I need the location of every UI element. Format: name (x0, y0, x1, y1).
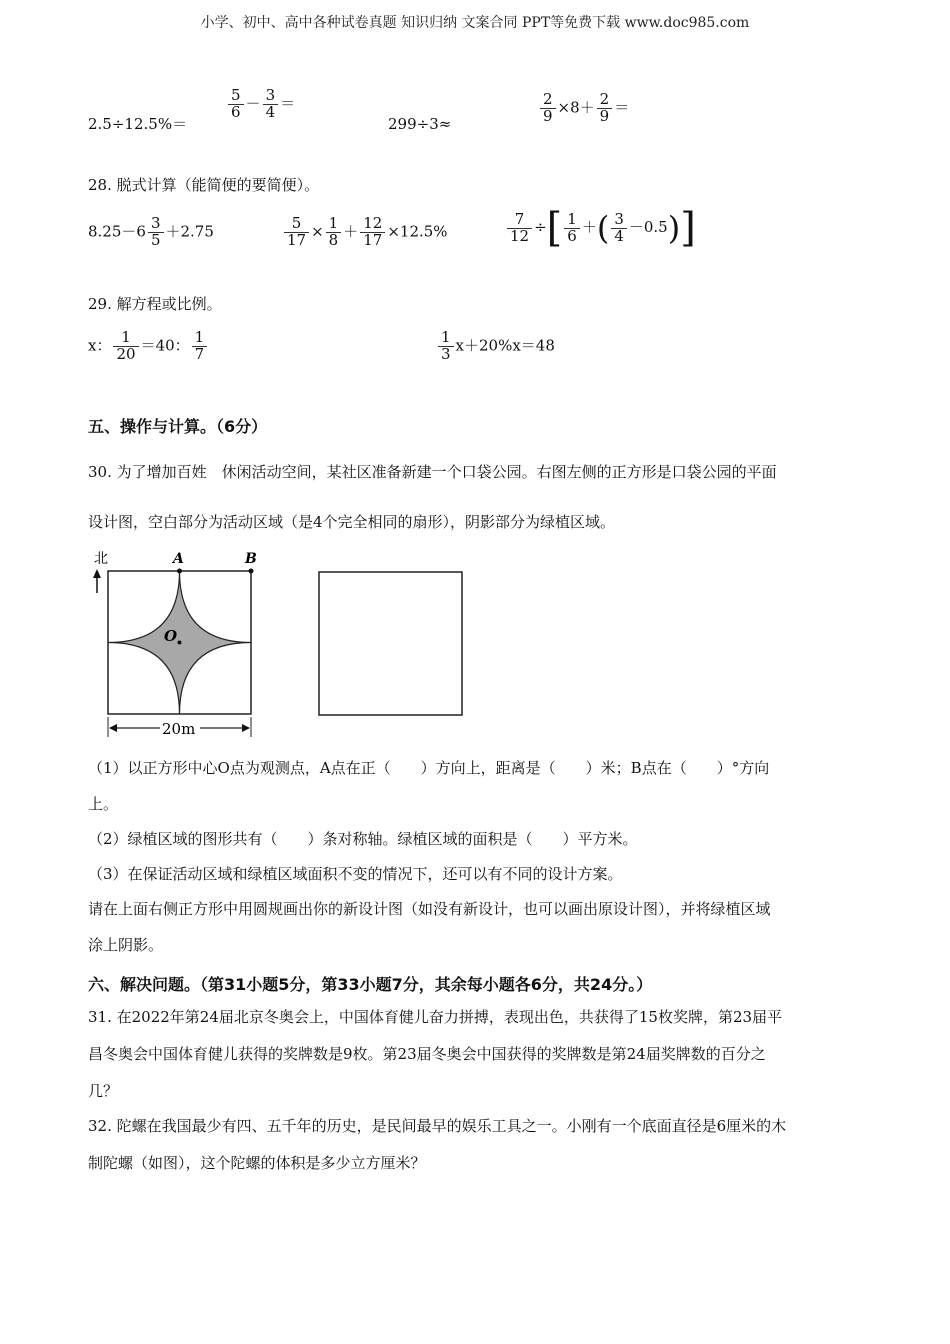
q29-proportion: x： $\frac{1}{20}$ ＝40： $\frac{1}{7}$ (88, 330, 209, 363)
q30-line-2: 设计图，空白部分为活动区域（是4个完全相同的扇形），阴影部分为绿植区域。 (88, 513, 616, 531)
section-6-heading: 六、解决问题。（第31小题5分，第33小题7分，其余每小题各6分，共24分。） (88, 975, 653, 994)
q32-line-1: 32. 陀螺在我国最少有四、五千年的历史，是民间最早的娱乐工具之一。小刚有一个底面直径是6厘米的木 (88, 1117, 787, 1135)
q31-line-1: 31. 在2022年第24届北京冬奥会上，中国体育健儿奋力拼搏，表现出色，共获得了15枚奖牌，第23届平 (88, 1008, 783, 1026)
q32-line-2: 制陀螺（如图），这个陀螺的体积是多少立方厘米？ (88, 1154, 426, 1172)
q30-sub-3-line-2: 请在上面右侧正方形中用圆规画出你的新设计图（如没有新设计，也可以画出原设计图），并将绿植区域 (88, 900, 771, 918)
calc-299-div: 299÷3≈ (388, 115, 452, 133)
point-o (178, 641, 182, 645)
question-28-title: 28. 脱式计算（能简便的要简便）。 (88, 176, 320, 194)
q31-line-3: 几？ (88, 1082, 119, 1100)
q29-equation: $\frac{1}{3}$ x＋20%x＝48 (436, 330, 555, 363)
section-5-heading: 五、操作与计算。（6分） (88, 417, 268, 436)
q30-sub-2: （2）绿植区域的图形共有（ ）条对称轴。绿植区域的面积是（ ）平方米。 (88, 830, 638, 848)
north-label: 北 (94, 551, 108, 567)
label-a: A (173, 551, 184, 567)
dim-arrow-right (242, 724, 250, 732)
q30-sub-3: （3）在保证活动区域和绿植区域面积不变的情况下，还可以有不同的设计方案。 (88, 865, 623, 883)
q30-sub-1: （1）以正方形中心O点为观测点，A点在正（ ）方向上，距离是（ ）米；B点在（ ）°方向 (88, 759, 770, 777)
q28-expression-2: $\frac{5}{17}$ × $\frac{1}{8}$ ＋ $\frac{12}{17}$ ×12.5% (282, 216, 448, 249)
calc-2.5-div: 2.5÷12.5%＝ (88, 115, 188, 133)
calc-fraction-multiply: $\frac{2}{9}$ ×8＋ $\frac{2}{9}$ ＝ (538, 92, 629, 125)
north-arrow-head (93, 569, 101, 578)
blank-design-square (319, 572, 462, 715)
park-design-figure (82, 545, 502, 745)
calc-fraction-subtract: $\frac{5}{6}$ － $\frac{3}{4}$ ＝ (226, 88, 295, 121)
page-header: 小学、初中、高中各种试卷真题 知识归纳 文案合同 PPT等免费下载 www.doc985.com (200, 15, 750, 31)
label-o: O (164, 627, 178, 645)
q28-expression-1: 8.25－6 $\frac{3}{5}$ ＋2.75 (88, 214, 214, 249)
dimension-label: 20m (162, 720, 196, 738)
point-b (249, 569, 254, 574)
q28-expression-3: $\frac{7}{12}$ ÷[ $\frac{1}{6}$ ＋( $\frac{3}{4}$ －0.5)] (505, 208, 696, 248)
q30-line-1: 30. 为了增加百姓 休闲活动空间，某社区准备新建一个口袋公园。右图左侧的正方形是口袋公园的平面 (88, 463, 777, 481)
question-29-title: 29. 解方程或比例。 (88, 295, 222, 313)
q30-sub-1-cont: 上。 (88, 795, 119, 813)
q30-sub-3-line-3: 涂上阴影。 (88, 936, 164, 954)
label-b: B (245, 551, 257, 567)
dim-arrow-left (109, 724, 117, 732)
q31-line-2: 昌冬奥会中国体育健儿获得的奖牌数是9枚。第23届冬奥会中国获得的奖牌数是第24届奖牌数的百分之 (88, 1045, 766, 1063)
point-a (177, 569, 182, 574)
